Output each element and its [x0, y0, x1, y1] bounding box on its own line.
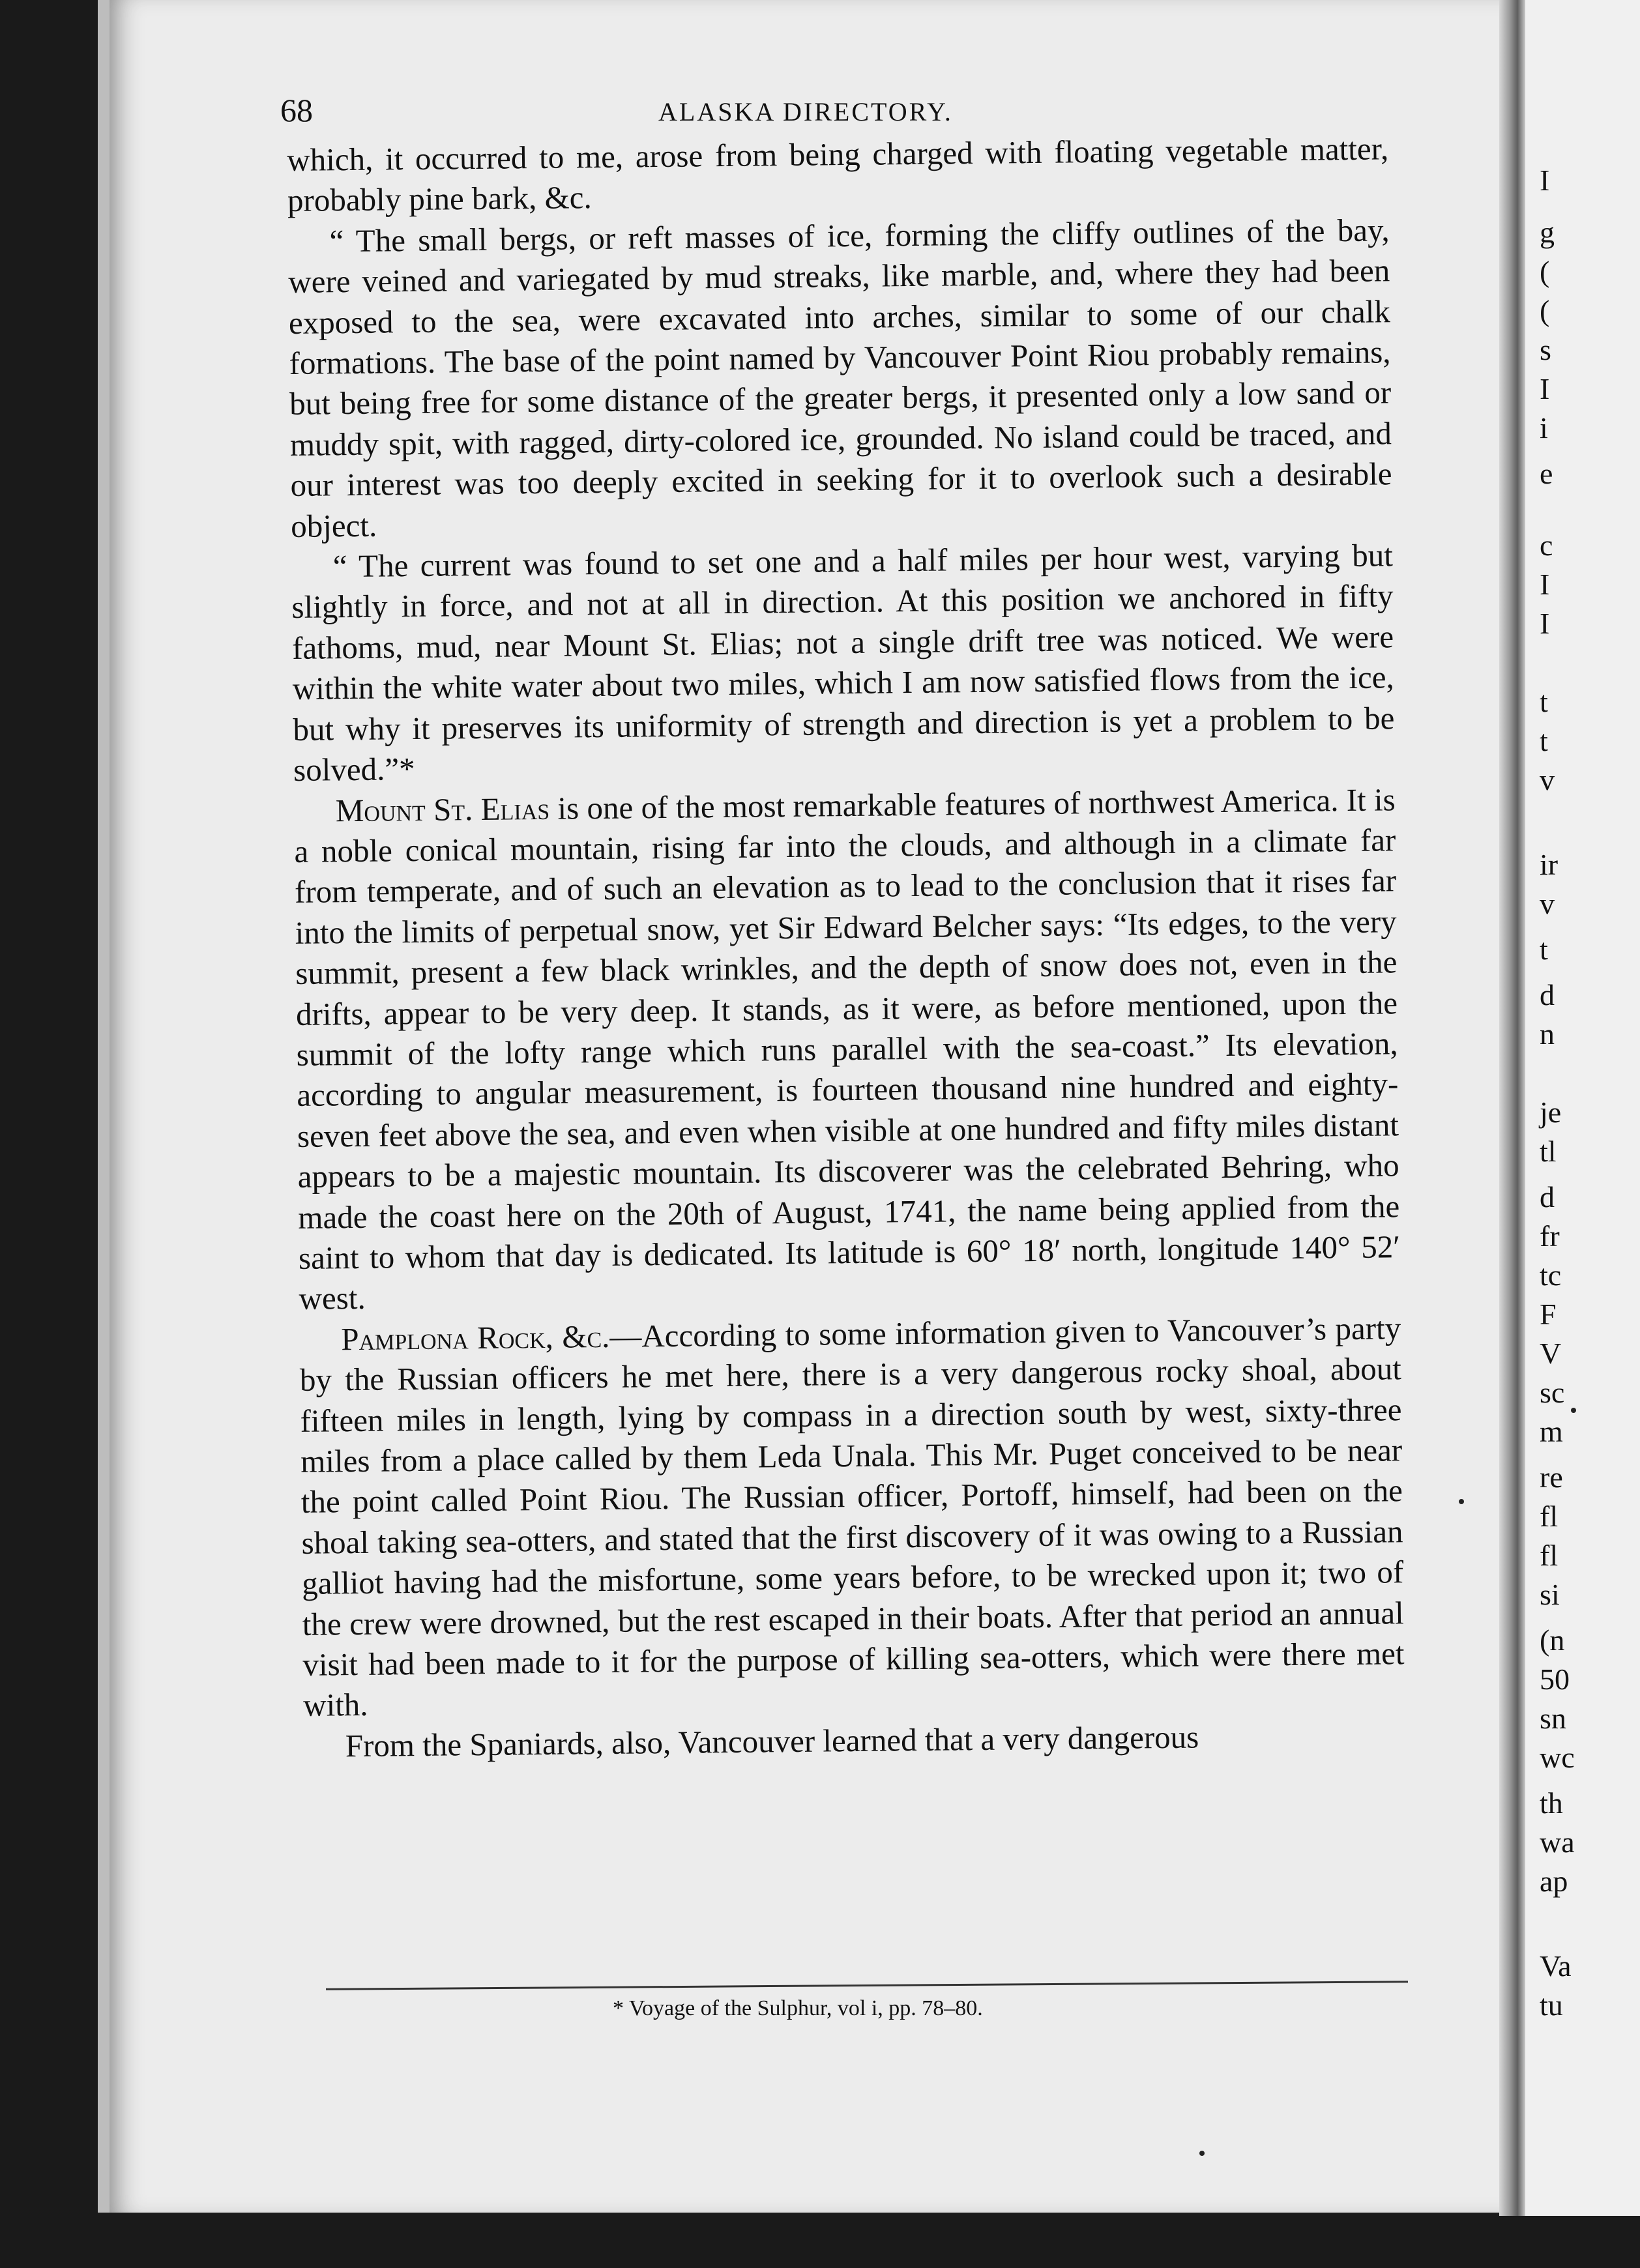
- right-page-fragment: v: [1540, 763, 1555, 796]
- right-page-fragment: tu: [1540, 1988, 1563, 2022]
- right-page-fragment: ir: [1540, 848, 1559, 881]
- running-head: ALASKA DIRECTORY.: [658, 97, 953, 126]
- right-page-fragment: g: [1540, 216, 1555, 249]
- right-page-fragment: I: [1540, 568, 1550, 601]
- right-page-fragment: fl: [1540, 1539, 1559, 1572]
- mount-st-elias-text: is one of the most remarkable features of northwest America. It is a noble conical mountain, rising far into the clouds, and although in a climate far from temperate, and of such an elevation as to lead to the conclusion that it rises far into the limits of perpetual snow, yet Sir Edward Belcher says: “Its edges, to the very summit, present a few black wrinkles, and the depth of snow does not, even in the drifts, appear to be very deep. It stands, as it were, as before mentioned, upon the summit of the lofty range which runs parallel with the sea-coast.” Its elevation, according to angular measurement, is fourteen thousand nine hundred and eighty-seven feet above the sea, and even when visible at one hundred and fifty miles distant appears to be a majestic mountain. Its discoverer was the celebrated Behring, who made the coast here on the 20th of August, 1741, the name being applied from the saint to whom that day is dedicated. Its latitude is 60° 18′ north, longitude 140° 52′ west.: [294, 781, 1401, 1317]
- right-page-fragment: 50: [1540, 1663, 1570, 1696]
- right-page-fragment: V: [1540, 1337, 1562, 1370]
- right-page-fragment: th: [1540, 1786, 1563, 1820]
- paragraph-pamplona-rock: [299, 1308, 1405, 1726]
- section-heading-pamplona-rock: Pamplona Rock, &c.: [340, 1318, 610, 1358]
- page-speck: [1199, 2151, 1205, 2156]
- right-page-fragment: I: [1540, 372, 1550, 405]
- right-page-fragment: I: [1540, 607, 1550, 640]
- right-page-fragment: (: [1540, 294, 1550, 327]
- right-page-fragment: sc: [1540, 1376, 1565, 1409]
- right-page-fragment: tc: [1540, 1258, 1562, 1292]
- right-page-fragment: je: [1540, 1096, 1562, 1129]
- right-page-fragment: Va: [1540, 1949, 1572, 1983]
- right-page-fragment: e: [1540, 457, 1553, 490]
- section-heading-mount-st-elias: Mount St. Elias: [335, 790, 550, 828]
- right-page-fragment: wc: [1540, 1741, 1575, 1774]
- paragraph-current: “ The current was found to set one and a half miles per hour west, varying but slightly in force, and not at all in direction. At this position we anchored in fifty fathoms, mud, near Mount St. Elias; not a single drift tree was noticed. We were within the white water about two miles, which I am now satisfied flows from the ice, but why it preserves its uniformity of strength and direction is yet a problem to be solved.”*: [291, 537, 1395, 789]
- page-number: 68: [280, 92, 313, 128]
- right-page-fragment: n: [1540, 1017, 1555, 1051]
- book-page-right-edge: [1525, 0, 1640, 2216]
- right-page-fragment: ap: [1540, 1865, 1568, 1898]
- right-page-fragment: F: [1540, 1298, 1557, 1331]
- right-page-fragment: s: [1540, 333, 1551, 366]
- right-page-fragment: v: [1540, 887, 1555, 920]
- right-page-fragment: I: [1540, 164, 1550, 197]
- right-page-fragment: m: [1540, 1415, 1563, 1448]
- right-page-fragment: d: [1540, 978, 1555, 1011]
- right-page-fragment: (: [1540, 255, 1550, 288]
- right-page-fragment: t: [1540, 724, 1548, 757]
- right-page-fragment: fr: [1540, 1219, 1560, 1253]
- right-page-fragment: fl: [1540, 1500, 1559, 1533]
- footnote: * Voyage of the Sulphur, vol i, pp. 78–80.: [613, 1996, 983, 2020]
- right-page-fragment: (n: [1540, 1623, 1565, 1657]
- page-speck: [1459, 1499, 1464, 1504]
- page-speck: [1571, 1408, 1576, 1413]
- right-page-fragment: i: [1540, 411, 1548, 444]
- paragraph-bergs: “ The small bergs, or reft masses of ice, forming the cliffy outlines of the bay, were veined and variegated by mud streaks, like marble, and, where they had been exposed to the sea, were excavated into arches, similar to some of our chalk formations. The base of the point named by Vancouver Point Riou probably remains, but being free for some distance of the greater bergs, it presented only a low sand or muddy spit, with ragged, dirty-colored ice, grounded. No island could be traced, and our interest was too deeply excited in seeking for it to overlook such a desirable object.: [287, 212, 1392, 544]
- right-page-fragment: si: [1540, 1578, 1560, 1611]
- right-page-fragment: tl: [1540, 1135, 1557, 1168]
- right-page-fragment: c: [1540, 529, 1553, 562]
- paragraph-spaniards: From the Spaniards, also, Vancouver learned that a very dangerous: [345, 1719, 1199, 1764]
- right-page-fragment: re: [1540, 1461, 1563, 1494]
- right-page-fragment: d: [1540, 1180, 1555, 1214]
- pamplona-rock-text: —According to some information given to Vancouver’s party by the Russian officers he met here, there is a very dangerous rocky shoal, about fifteen miles in length, lying by compass in a direction south by west, sixty-three miles from a place called by them Leda Unala. This Mr. Puget conceived to be near the point called Point Riou. The Russian officer, Portoff, himself, had been on the shoal taking sea-otters, and stated that the first discovery of it was owing to a Russian galliot having had the misfortune, some years before, to be wrecked upon it; two of the crew were drowned, but the rest escaped in their boats. After that period an annual visit had been made to it for the purpose of killing sea-otters, which were there met with.: [299, 1309, 1405, 1724]
- right-page-fragment: t: [1540, 933, 1548, 966]
- paragraph-mount-st-elias: [293, 779, 1400, 1320]
- paragraph-continuation: which, it occurred to me, arose from being charged with floating vegetable matter, probably pine bark, &c.: [287, 130, 1389, 219]
- book-gutter: [1499, 0, 1525, 2216]
- body-text: [287, 128, 1405, 1767]
- right-page-fragment: wa: [1540, 1825, 1575, 1859]
- right-page-fragment: sn: [1540, 1702, 1566, 1735]
- right-page-fragment: t: [1540, 685, 1548, 718]
